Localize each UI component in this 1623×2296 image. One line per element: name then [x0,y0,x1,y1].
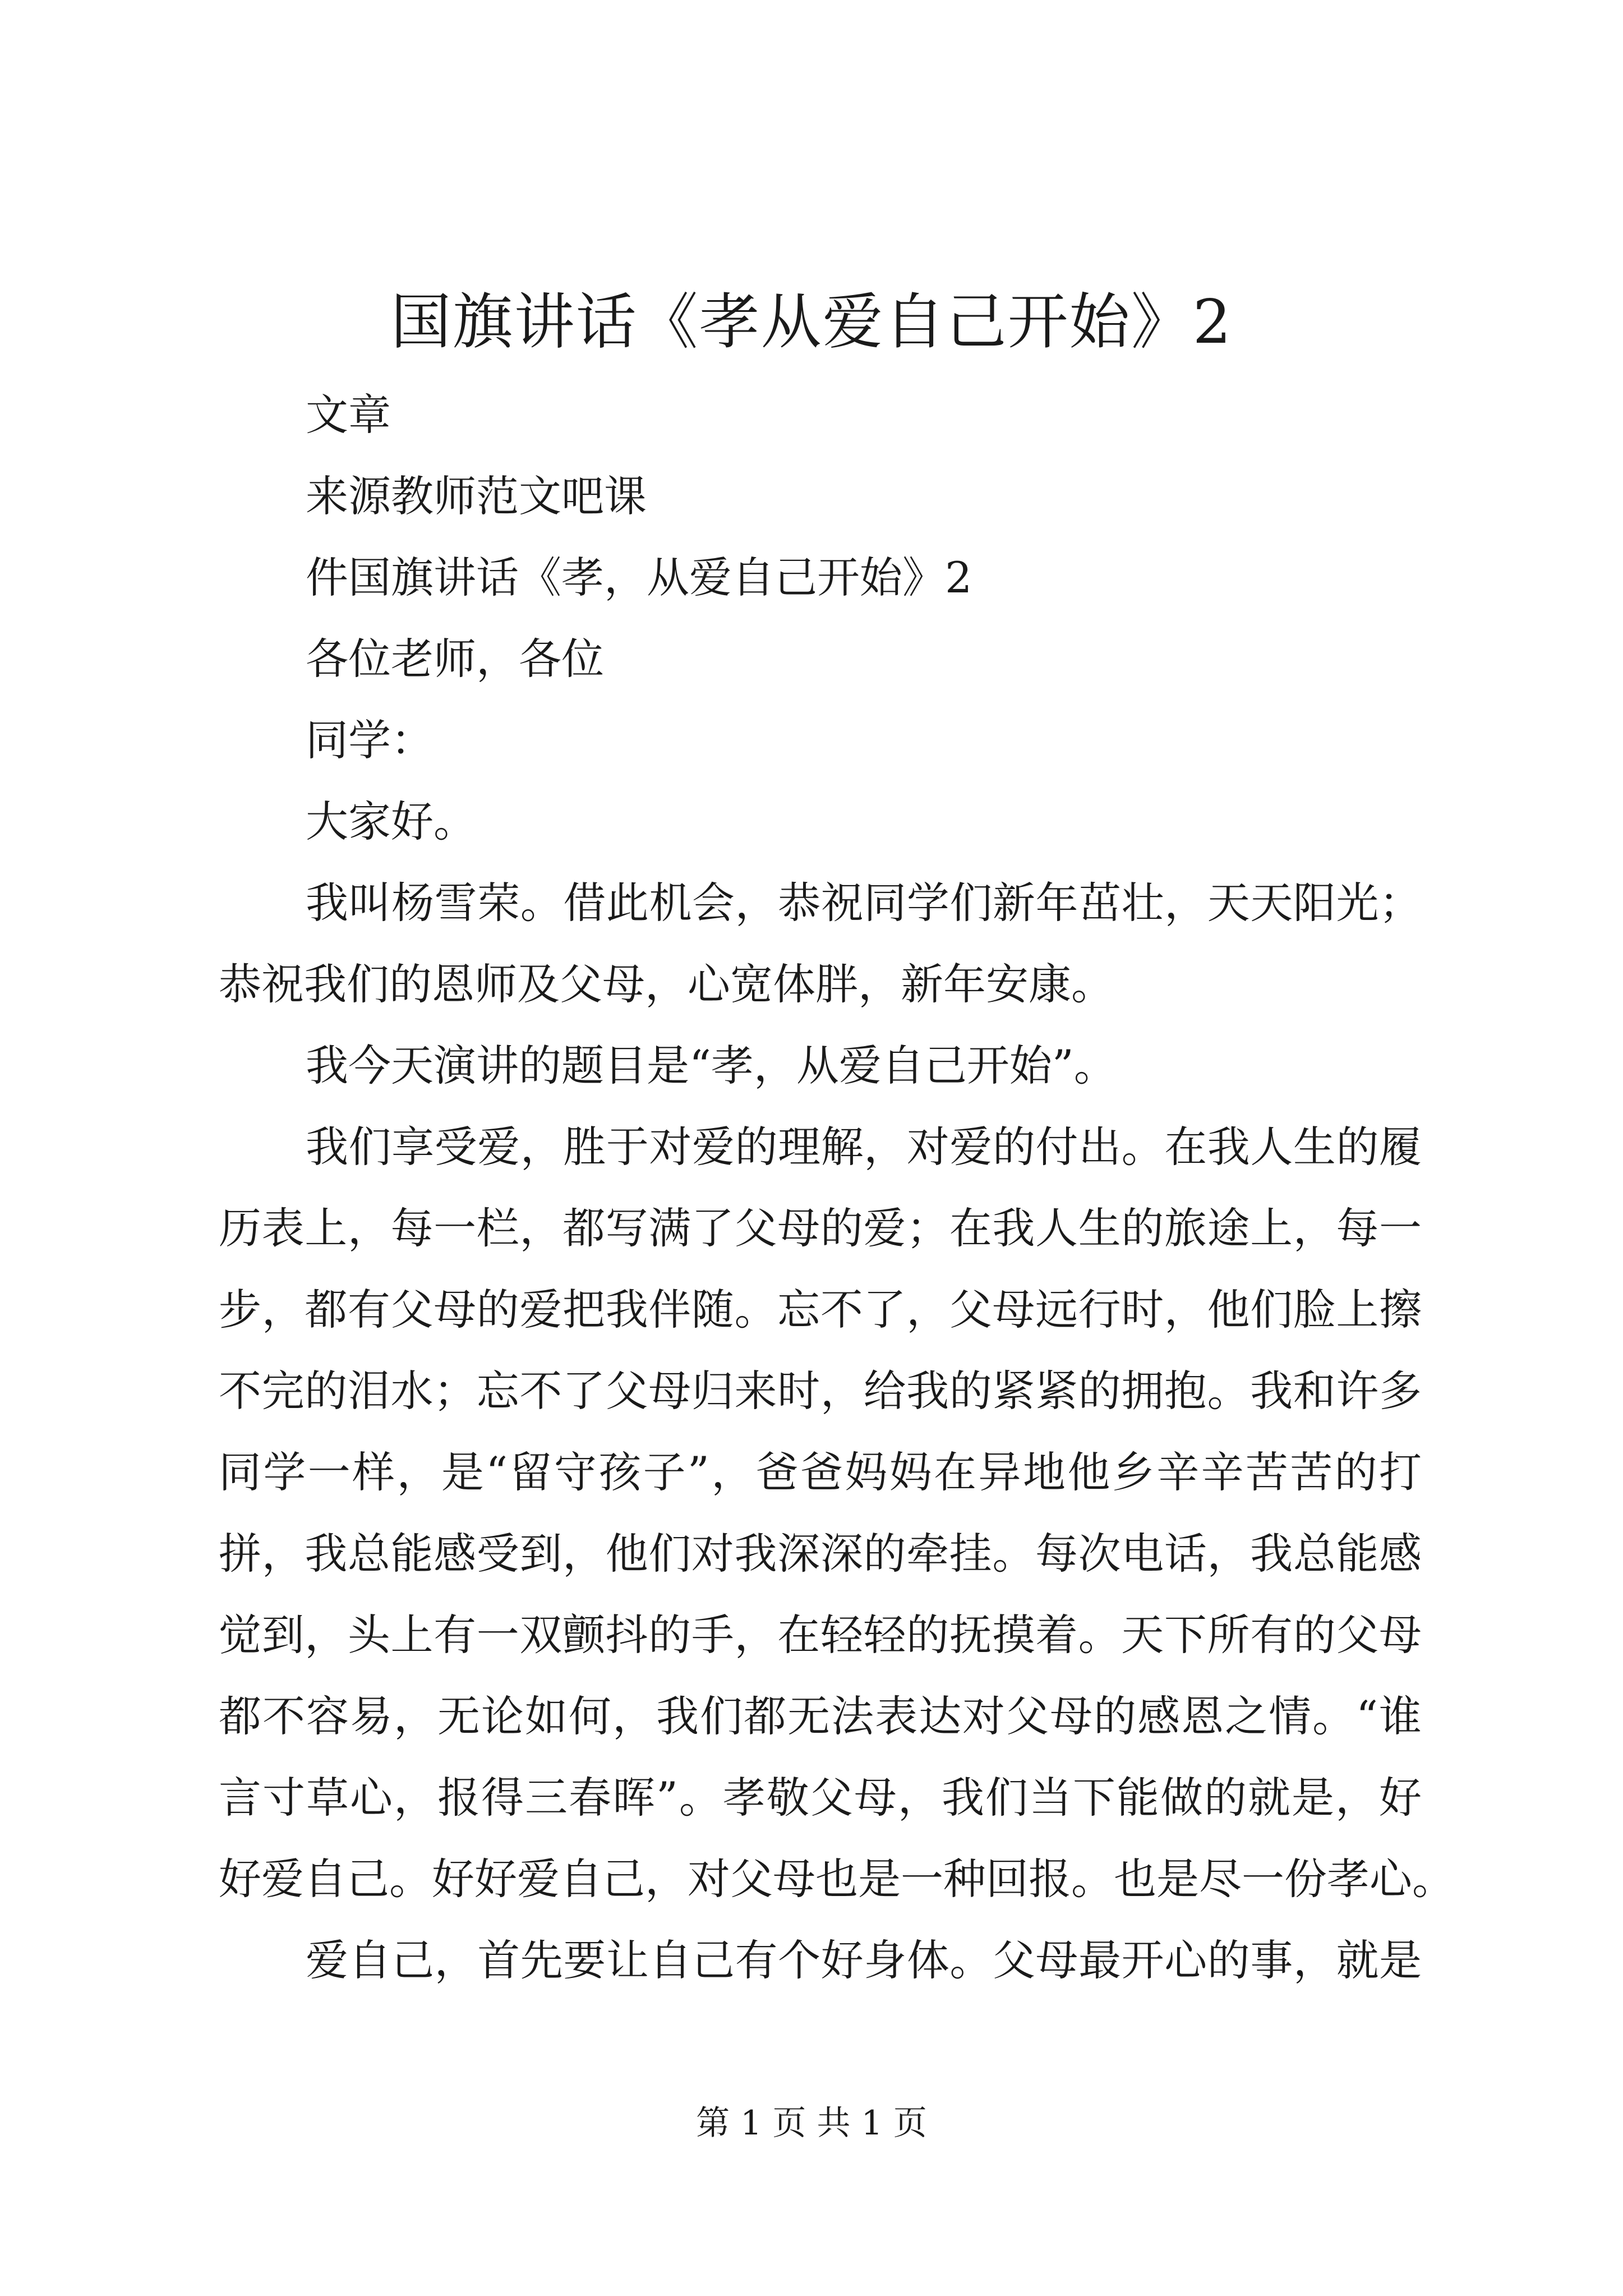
paragraph-body-line-4: 不完的泪水；忘不了父母归来时，给我的紧紧的拥抱。我和许多 [219,1366,1422,1416]
text-line-courseware: 件国旗讲话《孝，从爱自己开始》2 [306,553,972,602]
paragraph-body-line-6: 拼，我总能感受到，他们对我深深的牵挂。每次电话，我总能感 [219,1529,1422,1579]
paragraph-body-line-7: 觉到，头上有一双颤抖的手，在轻轻的抚摸着。天下所有的父母 [219,1610,1422,1660]
paragraph-intro-line-1: 我叫杨雪荣。借此机会，恭祝同学们新年茁壮，天天阳光； [306,878,1422,928]
paragraph-body-line-1: 我们享受爱，胜于对爱的理解，对爱的付出。在我人生的履 [306,1122,1422,1172]
text-line-greeting-teachers: 各位老师，各位 [306,634,604,684]
paragraph-body-line-2: 历表上，每一栏，都写满了父母的爱；在我人生的旅途上，每一 [219,1203,1422,1253]
paragraph-body-line-8: 都不容易，无论如何，我们都无法表达对父母的感恩之情。“谁 [219,1691,1422,1741]
text-line-greeting-students: 同学： [306,715,434,765]
text-line-hello: 大家好。 [306,797,476,846]
paragraph-body-line-10: 好爱自己。好好爱自己，对父母也是一种回报。也是尽一份孝心。 [219,1854,1455,1904]
text-line-source: 来源教师范文吧课 [306,471,647,521]
text-line-article: 文章 [306,390,391,440]
paragraph-body-line-3: 步，都有父母的爱把我伴随。忘不了，父母远行时，他们脸上擦 [219,1285,1422,1335]
paragraph-intro-line-2: 恭祝我们的恩师及父母，心宽体胖，新年安康。 [219,959,1114,1009]
paragraph-topic: 我今天演讲的题目是“孝，从爱自己开始”。 [306,1041,1117,1091]
paragraph-body-line-5: 同学一样，是“留守孩子”，爸爸妈妈在异地他乡辛辛苦苦的打 [219,1447,1422,1497]
paragraph-self-love-line-1: 爱自己，首先要让自己有个好身体。父母最开心的事，就是 [306,1935,1422,1985]
document-title: 国旗讲话《孝从爱自己开始》2 [390,287,1233,357]
paragraph-body-line-9: 言寸草心，报得三春晖”。孝敬父母，我们当下能做的就是，好 [219,1773,1422,1823]
page-footer: 第 1 页 共 1 页 [696,2104,927,2143]
